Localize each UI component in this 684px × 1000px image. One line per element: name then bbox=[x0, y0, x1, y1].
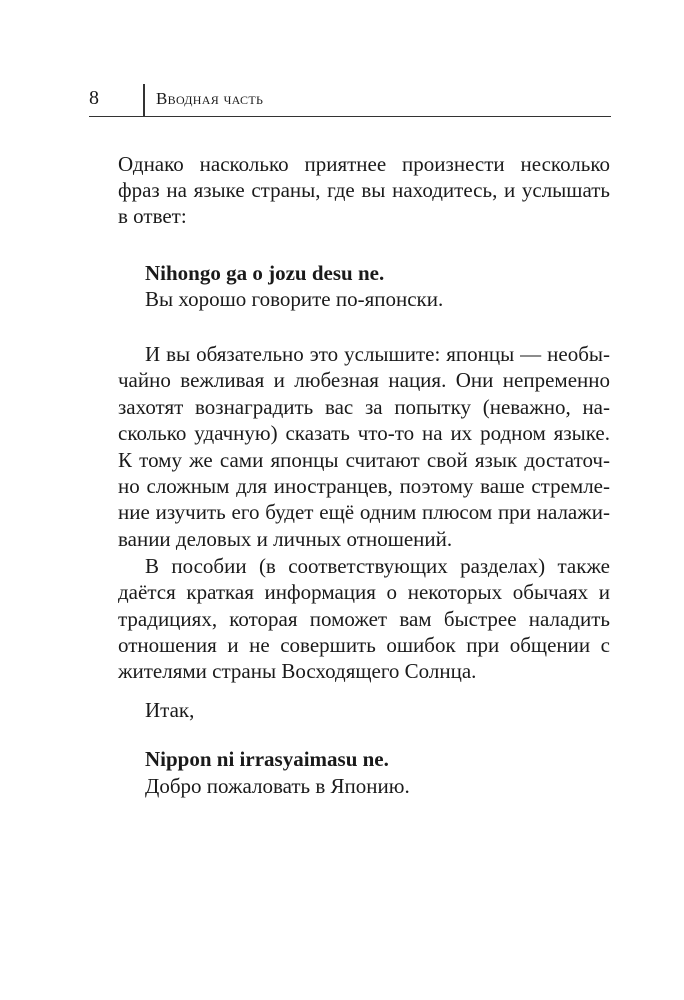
text-line: захотят вознаградить вас за попытку (неважно, на- bbox=[118, 395, 610, 419]
text-line: Однако насколько приятнее произнести несколько bbox=[118, 152, 610, 176]
text-line: чайно вежливая и любезная нация. Они непременно bbox=[118, 368, 610, 392]
text-line: сколько удачную) сказать что-то на их родном языке. bbox=[118, 421, 610, 445]
text-line: но сложным для иностранцев, поэтому ваше стремле- bbox=[118, 474, 610, 498]
phrase-translation: Вы хорошо говорите по-японски. bbox=[145, 287, 444, 311]
text-line: в ответ: bbox=[118, 204, 187, 228]
text-line: вании деловых и личных отношений. bbox=[118, 527, 453, 551]
page-number: 8 bbox=[89, 87, 99, 109]
text-line: жителями страны Восходящего Солнца. bbox=[118, 659, 477, 683]
closing-word: Итак, bbox=[145, 698, 195, 722]
running-title: Вводная часть bbox=[156, 89, 264, 108]
text-line: В пособии (в соответствующих разделах) также bbox=[145, 554, 610, 578]
header-rule bbox=[89, 116, 611, 117]
text-line: ние изучить его будет ещё одним плюсом при налажи- bbox=[118, 500, 610, 524]
text-line: К тому же сами японцы считают свой язык достаточ- bbox=[118, 448, 610, 472]
text-line: И вы обязательно это услышите: японцы — необы- bbox=[145, 342, 610, 366]
japanese-phrase: Nihongo ga o jozu desu ne. bbox=[145, 261, 385, 285]
phrase-translation: Добро пожаловать в Японию. bbox=[145, 774, 410, 798]
header-divider bbox=[143, 84, 145, 116]
text-line: даётся краткая информация о некоторых обычаях и bbox=[118, 580, 610, 604]
text-line: традициях, которая поможет вам быстрее наладить bbox=[118, 607, 610, 631]
text-line: отношения и не совершить ошибок при общении с bbox=[118, 633, 610, 657]
text-line: фраз на языке страны, где вы находитесь, и услышать bbox=[118, 178, 610, 202]
japanese-phrase: Nippon ni irrasyaimasu ne. bbox=[145, 747, 389, 771]
